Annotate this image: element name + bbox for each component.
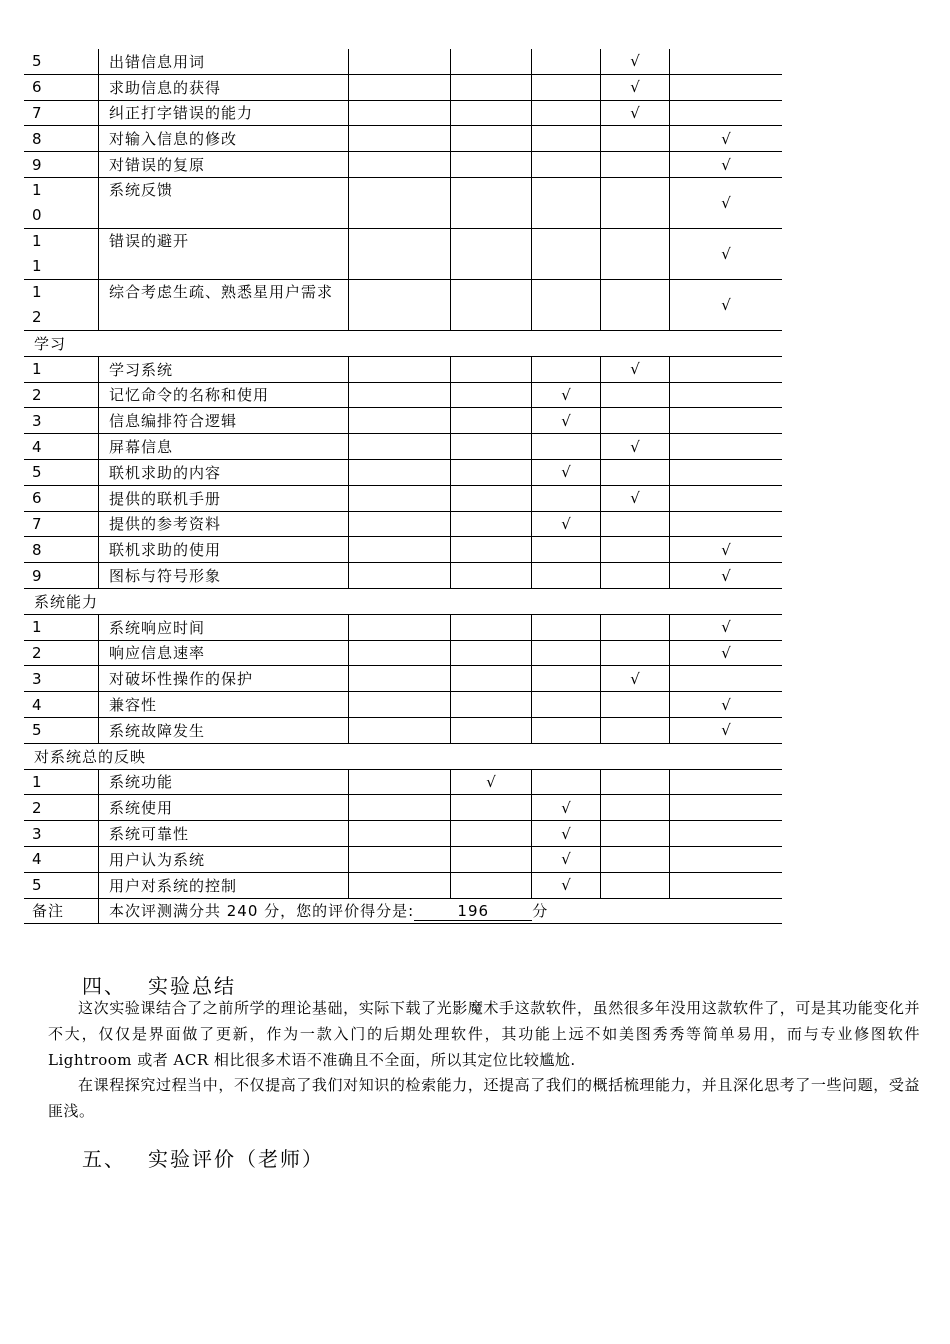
table-row [24,640,782,666]
rating-cell [601,692,670,718]
row-label: 出错信息用词 [99,49,349,74]
row-label: 提供的参考资料 [99,511,349,537]
rating-cell [451,563,532,589]
rating-cell [601,177,670,228]
rating-cell [349,279,451,330]
section-label: 对系统总的反映 [24,743,782,769]
row-label: 联机求助的使用 [99,537,349,563]
table-row [24,614,782,640]
rating-cell [532,177,601,228]
check-mark: √ [532,511,601,537]
table-row [24,692,782,718]
rating-cell [601,537,670,563]
row-label: 系统响应时间 [99,614,349,640]
row-number: 7 [24,100,99,126]
evaluation-table-body [24,49,782,898]
check-mark: √ [670,177,783,228]
row-number: 1 1 [24,228,99,279]
rating-cell [532,100,601,126]
rating-cell [349,795,451,821]
row-number: 5 [24,49,99,74]
rating-cell [451,152,532,178]
evaluation-table [24,49,782,924]
rating-cell [451,485,532,511]
row-label: 对错误的复原 [99,152,349,178]
check-mark: √ [601,74,670,100]
rating-cell [670,485,783,511]
rating-cell [349,563,451,589]
table-row [24,74,782,100]
rating-cell [451,74,532,100]
section4-number: 四、 [82,974,126,998]
rating-cell [670,666,783,692]
rating-cell [532,279,601,330]
table-row [24,434,782,460]
rating-cell [670,382,783,408]
row-label: 系统反馈 [99,177,349,228]
row-label: 对破坏性操作的保护 [99,666,349,692]
section5-title: 实验评价（老师） [148,1147,324,1171]
summary-paragraph-1: 这次实验课结合了之前所学的理论基础，实际下载了光影魔术手这款软件，虽然很多年没用这款软件了，可是其功能变化并不大，仅仅是界面做了更新，作为一款入门的后期处理软件，其功能上远不如美图秀秀等简单易用，而与专业修图软件 Lightroom 或者 ACR 相比很多术语不准确且不全面，所以其定位比较尴尬. [48,999,920,1069]
row-label: 系统使用 [99,795,349,821]
score-value: 196 [414,903,532,921]
row-number: 9 [24,152,99,178]
table-row [24,511,782,537]
row-label: 学习系统 [99,356,349,382]
row-label: 信息编排符合逻辑 [99,408,349,434]
note-text [99,898,783,924]
rating-cell [670,100,783,126]
rating-cell [349,177,451,228]
row-label: 综合考虑生疏、熟悉星用户需求 [99,279,349,330]
note-text-before: 本次评测满分共 240 分，您的评价得分是: [109,902,415,921]
check-mark: √ [532,795,601,821]
check-mark: √ [670,614,783,640]
table-row [24,666,782,692]
rating-cell [349,537,451,563]
rating-cell [349,614,451,640]
rating-cell [451,717,532,743]
rating-cell [349,640,451,666]
rating-cell [601,279,670,330]
rating-cell [670,846,783,872]
row-number: 4 [24,846,99,872]
rating-cell [451,356,532,382]
rating-cell [601,821,670,847]
row-label: 兼容性 [99,692,349,718]
rating-cell [532,152,601,178]
rating-cell [451,126,532,152]
section5-number: 五、 [82,1147,126,1171]
rating-cell [601,614,670,640]
rating-cell [451,821,532,847]
check-mark: √ [532,459,601,485]
rating-cell [532,640,601,666]
rating-cell [532,717,601,743]
rating-cell [451,459,532,485]
rating-cell [532,228,601,279]
rating-cell [532,49,601,74]
row-number: 6 [24,74,99,100]
row-number: 1 [24,356,99,382]
row-number: 4 [24,434,99,460]
rating-cell [532,485,601,511]
note-row [24,898,782,924]
row-label: 记忆命令的名称和使用 [99,382,349,408]
row-number: 7 [24,511,99,537]
check-mark: √ [670,640,783,666]
rating-cell [601,640,670,666]
rating-cell [601,769,670,795]
row-number: 8 [24,537,99,563]
rating-cell [670,769,783,795]
rating-cell [601,795,670,821]
rating-cell [349,846,451,872]
rating-cell [601,563,670,589]
row-label: 纠正打字错误的能力 [99,100,349,126]
check-mark: √ [670,563,783,589]
rating-cell [451,100,532,126]
rating-cell [670,795,783,821]
table-row [24,872,782,898]
check-mark: √ [670,126,783,152]
rating-cell [532,537,601,563]
check-mark: √ [601,666,670,692]
rating-cell [349,717,451,743]
summary-paragraph-2: 在课程探究过程当中，不仅提高了我们对知识的检索能力，还提高了我们的概括梳理能力，并且深化思考了一些问题，受益匪浅。 [48,1076,920,1120]
rating-cell [349,74,451,100]
rating-cell [349,382,451,408]
row-number: 5 [24,872,99,898]
row-number: 1 [24,769,99,795]
rating-cell [532,614,601,640]
rating-cell [349,434,451,460]
row-label: 提供的联机手册 [99,485,349,511]
section-label: 系统能力 [24,588,782,614]
rating-cell [349,126,451,152]
rating-cell [670,511,783,537]
row-number: 3 [24,408,99,434]
row-number: 3 [24,821,99,847]
row-number: 3 [24,666,99,692]
rating-cell [451,177,532,228]
rating-cell [451,49,532,74]
rating-cell [451,666,532,692]
check-mark: √ [601,356,670,382]
row-number: 2 [24,382,99,408]
table-row [24,459,782,485]
rating-cell [349,459,451,485]
table-row [24,537,782,563]
check-mark: √ [670,279,783,330]
rating-cell [349,485,451,511]
rating-cell [670,408,783,434]
rating-cell [349,49,451,74]
table-row [24,279,782,330]
rating-cell [532,666,601,692]
rating-cell [451,795,532,821]
rating-cell [349,666,451,692]
section-row [24,330,782,356]
table-row [24,126,782,152]
check-mark: √ [532,872,601,898]
check-mark: √ [601,434,670,460]
table-row [24,382,782,408]
check-mark: √ [451,769,532,795]
check-mark: √ [532,408,601,434]
table-row [24,152,782,178]
check-mark: √ [670,537,783,563]
rating-cell [349,356,451,382]
rating-cell [349,408,451,434]
rating-cell [532,74,601,100]
rating-cell [451,408,532,434]
row-label: 图标与符号形象 [99,563,349,589]
row-number: 9 [24,563,99,589]
row-number: 2 [24,795,99,821]
note-text-after: 分 [532,902,549,921]
rating-cell [349,152,451,178]
rating-cell [349,769,451,795]
row-label: 求助信息的获得 [99,74,349,100]
note-label: 备注 [24,898,99,924]
rating-cell [601,846,670,872]
section5-heading [82,1143,324,1172]
rating-cell [349,692,451,718]
rating-cell [670,356,783,382]
check-mark: √ [532,382,601,408]
rating-cell [451,614,532,640]
rating-cell [451,434,532,460]
table-row [24,228,782,279]
section4-title: 实验总结 [148,974,236,998]
table-row [24,485,782,511]
rating-cell [670,459,783,485]
rating-cell [532,126,601,152]
row-number: 1 0 [24,177,99,228]
rating-cell [532,769,601,795]
row-label: 系统功能 [99,769,349,795]
rating-cell [601,228,670,279]
check-mark: √ [601,49,670,74]
rating-cell [451,537,532,563]
table-row [24,846,782,872]
rating-cell [532,356,601,382]
table-row [24,356,782,382]
row-label: 用户对系统的控制 [99,872,349,898]
rating-cell [532,434,601,460]
rating-cell [601,382,670,408]
table-row [24,408,782,434]
row-number: 8 [24,126,99,152]
row-number: 5 [24,459,99,485]
rating-cell [451,511,532,537]
row-number: 1 [24,614,99,640]
rating-cell [601,872,670,898]
rating-cell [532,563,601,589]
row-number: 2 [24,640,99,666]
rating-cell [349,821,451,847]
row-label: 用户认为系统 [99,846,349,872]
rating-cell [601,408,670,434]
table-row [24,821,782,847]
row-label: 系统可靠性 [99,821,349,847]
check-mark: √ [670,152,783,178]
row-number: 4 [24,692,99,718]
rating-cell [451,382,532,408]
section-row [24,743,782,769]
row-label: 响应信息速率 [99,640,349,666]
table-row [24,49,782,74]
rating-cell [601,459,670,485]
rating-cell [349,511,451,537]
rating-cell [349,100,451,126]
rating-cell [670,74,783,100]
rating-cell [670,49,783,74]
row-label: 联机求助的内容 [99,459,349,485]
rating-cell [670,434,783,460]
rating-cell [451,872,532,898]
row-number: 5 [24,717,99,743]
rating-cell [670,821,783,847]
rating-cell [601,152,670,178]
rating-cell [601,511,670,537]
rating-cell [451,228,532,279]
row-label: 系统故障发生 [99,717,349,743]
rating-cell [601,126,670,152]
rating-cell [451,279,532,330]
row-label: 屏幕信息 [99,434,349,460]
check-mark: √ [532,846,601,872]
check-mark: √ [670,228,783,279]
table-row [24,795,782,821]
rating-cell [670,872,783,898]
row-number: 6 [24,485,99,511]
table-row [24,769,782,795]
check-mark: √ [670,717,783,743]
rating-cell [451,846,532,872]
rating-cell [532,692,601,718]
row-number: 1 2 [24,279,99,330]
section-label: 学习 [24,330,782,356]
table-row [24,100,782,126]
check-mark: √ [601,100,670,126]
table-row [24,563,782,589]
rating-cell [451,692,532,718]
check-mark: √ [670,692,783,718]
check-mark: √ [532,821,601,847]
rating-cell [601,717,670,743]
row-label: 对输入信息的修改 [99,126,349,152]
rating-cell [349,228,451,279]
rating-cell [349,872,451,898]
rating-cell [451,640,532,666]
table-row [24,177,782,228]
row-label: 错误的避开 [99,228,349,279]
table-row [24,717,782,743]
section-row [24,588,782,614]
check-mark: √ [601,485,670,511]
